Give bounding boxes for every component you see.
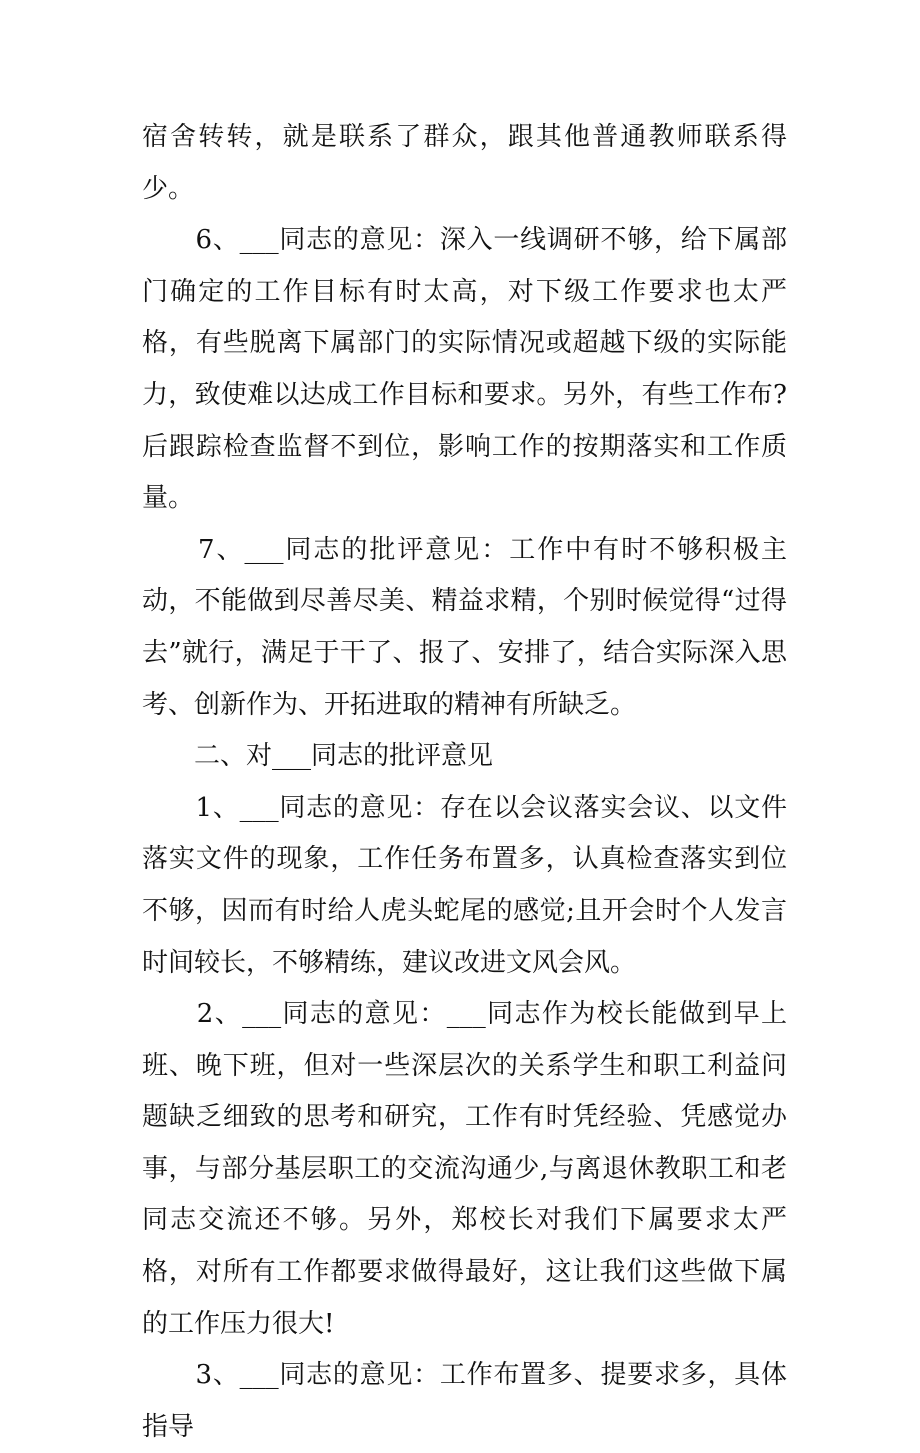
document-body [142, 112, 787, 1453]
paragraph-opinion-6: 6、___同志的意见：深入一线调研不够，给下属部门确定的工作目标有时太高，对下级工作要求也太严格，有些脱离下属部门的实际情况或超越下级的实际能力，致使难以达成工作目标和要求。另外，有些工作布?后跟踪检查监督不到位，影响工作的按期落实和工作质量。 [142, 225, 787, 514]
paragraph-opinion-3: 3、___同志的意见：工作布置多、提要求多，具体指导 [142, 1360, 787, 1442]
paragraph-continuation: 宿舍转转，就是联系了群众，跟其他普通教师联系得少。 [142, 122, 787, 204]
paragraph-opinion-1: 1、___同志的意见：存在以会议落实会议、以文件落实文件的现象，工作任务布置多，认真检查落实到位不够，因而有时给人虎头蛇尾的感觉;且开会时个人发言时间较长，不够精练，建议改进文风会风。 [142, 792, 787, 978]
section-heading-2: 二、对___同志的批评意见 [142, 741, 494, 772]
paragraph-opinion-7: 7、___同志的批评意见：工作中有时不够积极主动，不能做到尽善尽美、精益求精，个别时候觉得“过得去”就行，满足于干了、报了、安排了，结合实际深入思考、创新作为、开拓进取的精神有所缺乏。 [142, 534, 787, 720]
paragraph-opinion-2: 2、___同志的意见：___同志作为校长能做到早上班、晚下班，但对一些深层次的关系学生和职工利益问题缺乏细致的思考和研究，工作有时凭经验、凭感觉办事，与部分基层职工的交流沟通少,与离退休教职工和老同志交流还不够。另外，郑校长对我们下属要求太严格，对所有工作都要求做得最好，这让我们这些做下属的工作压力很大! [142, 999, 787, 1339]
